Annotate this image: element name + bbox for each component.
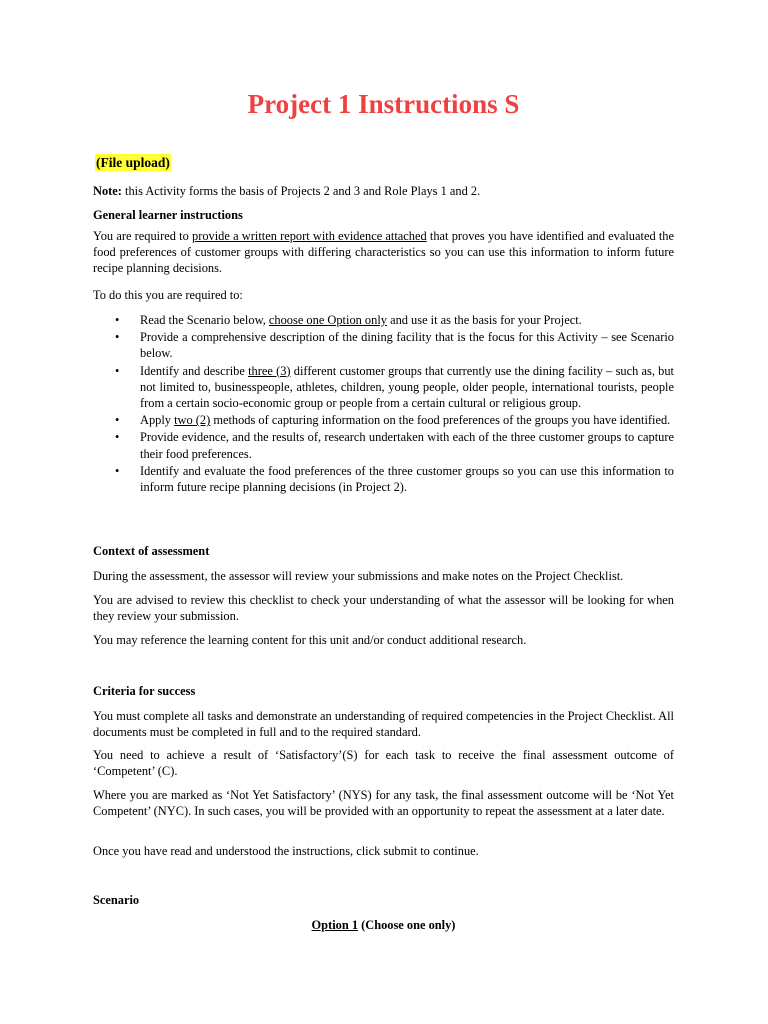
general-instructions-heading: General learner instructions — [93, 208, 243, 222]
bullet-1-start: Read the Scenario below, — [140, 313, 269, 327]
bullet-1-end: and use it as the basis for your Project. — [386, 313, 582, 327]
list-item — [93, 463, 674, 495]
list-item — [93, 363, 674, 412]
list-item — [93, 412, 674, 428]
requirements-list — [93, 312, 674, 496]
criteria-paragraph-4: Once you have read and understood the instructions, click submit to continue. — [93, 844, 479, 858]
note-label: Note: — [93, 184, 122, 198]
page-title: Project 1 Instructions S — [247, 89, 520, 119]
list-item — [93, 312, 674, 328]
context-paragraph-2: You are advised to review this checklist to check your understanding of what the assessor will be looking for when they review your submission. — [93, 593, 674, 624]
criteria-heading: Criteria for success — [93, 684, 196, 698]
general-p1-start: You are required to — [93, 229, 193, 243]
bullet-3-start: Identify and describe — [140, 363, 249, 378]
context-paragraph-1: During the assessment, the assessor will review your submissions and make notes on the Project Checklist. — [93, 569, 624, 583]
bullet-5-text: Provide evidence, and the results of, research undertaken with each of the three customer groups to capture their food preferences. — [140, 430, 674, 461]
scenario-heading: Scenario — [93, 893, 140, 907]
list-item — [93, 429, 674, 461]
note-paragraph — [93, 183, 674, 199]
criteria-paragraph-1: You must complete all tasks and demonstrate an understanding of required competencies in the Project Checklist. All documents must be completed in full and to the required standard. — [93, 709, 674, 740]
option-note: (Choose one only) — [358, 918, 456, 932]
bullet-dot: • — [115, 313, 120, 327]
criteria-paragraph-3: Where you are marked as ‘Not Yet Satisfactory’ (NYS) for any task, the final assessment outcome will be ‘Not Yet Competent’ (NYC). In such cases, you will be provided with an opportunity to repeat the assessment at a later date. — [93, 788, 674, 819]
bullet-6-text: Identify and evaluate the food preferences of the three customer groups so you can use this information to inform future recipe planning decisions (in Project 2). — [140, 463, 674, 495]
file-upload-label: (File upload) — [96, 155, 170, 170]
criteria-paragraph-2: You need to achieve a result of ‘Satisfactory’(S) for each task to receive the final assessment outcome of ‘Competent’ (C). — [93, 748, 674, 779]
bullet-dot: • — [115, 363, 120, 378]
bullet-4-end: methods of capturing information on the food preferences of the groups you have identified. — [210, 413, 671, 428]
list-item — [93, 329, 674, 361]
context-heading: Context of assessment — [93, 544, 210, 558]
requirements-intro: To do this you are required to: — [93, 288, 243, 302]
bullet-3-underlined: three (3) — [248, 363, 291, 378]
general-p1-underlined: provide a written report with evidence attached — [192, 229, 427, 243]
bullet-dot: • — [115, 430, 120, 445]
option-label: Option 1 — [311, 918, 359, 932]
general-p1-end: that proves you have identified and evaluated the food preferences of customer groups with differing characteristics so you can use this information to inform future recipe planning decisions. — [93, 229, 674, 276]
context-paragraph-3: You may reference the learning content for this unit and/or conduct additional research. — [93, 633, 527, 647]
bullet-2-text: Provide a comprehensive description of the dining facility that is the focus for this Activity – see Scenario below. — [140, 330, 674, 361]
bullet-3-end: different customer groups that currently use the dining facility – such as, but not limited to, businesspeople, athletes, children, young people, older people, international tourists, people from a certain socio-economic group or people from a certain cultural or religious group. — [140, 363, 674, 411]
bullet-4-start: Apply — [140, 413, 175, 428]
note-text: this Activity forms the basis of Projects 2 and 3 and Role Plays 1 and 2. — [121, 184, 481, 198]
option-heading — [93, 917, 674, 933]
general-instructions-paragraph — [93, 228, 674, 277]
bullet-dot: • — [115, 330, 120, 345]
bullet-1-underlined: choose one Option only — [268, 313, 387, 327]
bullet-dot: • — [115, 413, 120, 428]
bullet-4-underlined: two (2) — [174, 413, 211, 428]
bullet-dot: • — [115, 463, 120, 478]
